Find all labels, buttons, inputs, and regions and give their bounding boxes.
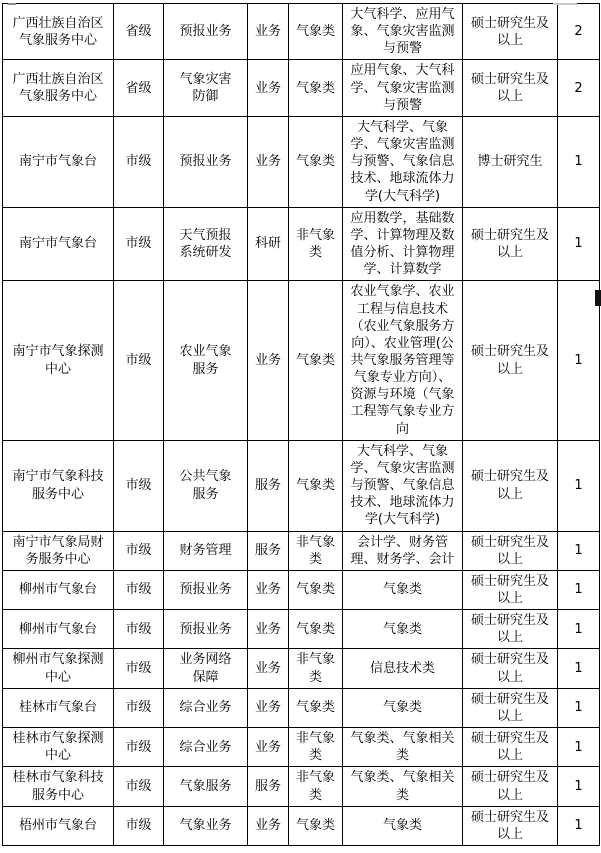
crop-artifact-top-right bbox=[553, 3, 577, 5]
cell-majors: 气象类 bbox=[343, 570, 463, 609]
cell-type: 服务 bbox=[248, 531, 289, 570]
cell-majors: 应用数学，基础数学、计算物理及数值分析、计算物理学、计算数学 bbox=[343, 207, 463, 281]
cell-count: 1 bbox=[558, 116, 600, 207]
cell-level: 市级 bbox=[114, 610, 164, 649]
cell-type: 业务 bbox=[248, 570, 289, 609]
cell-position: 业务网络保障 bbox=[164, 649, 248, 688]
cell-majors: 气象类、气象相关类 bbox=[343, 728, 463, 767]
table-row bbox=[3, 4, 600, 60]
cell-position: 气象业务 bbox=[164, 806, 248, 845]
cell-education: 硕士研究生及以上 bbox=[463, 728, 558, 767]
cell-level: 市级 bbox=[114, 767, 164, 806]
cell-count: 2 bbox=[558, 4, 600, 60]
cell-unit: 桂林市气象科技服务中心 bbox=[3, 767, 114, 806]
cell-majors: 会计学、财务管理、财务学、会计 bbox=[343, 531, 463, 570]
cell-category: 非气象类 bbox=[289, 531, 343, 570]
cell-count: 2 bbox=[558, 60, 600, 116]
cell-level: 市级 bbox=[114, 281, 164, 440]
cell-category: 非气象类 bbox=[289, 649, 343, 688]
cell-category: 气象类 bbox=[289, 610, 343, 649]
cell-unit: 柳州市气象台 bbox=[3, 610, 114, 649]
cell-level: 市级 bbox=[114, 116, 164, 207]
cell-type: 服务 bbox=[248, 767, 289, 806]
cell-education: 硕士研究生及以上 bbox=[463, 531, 558, 570]
cell-position: 综合业务 bbox=[164, 688, 248, 727]
cell-position: 预报业务 bbox=[164, 570, 248, 609]
cell-count: 1 bbox=[558, 570, 600, 609]
cell-level: 市级 bbox=[114, 728, 164, 767]
cell-type: 服务 bbox=[248, 440, 289, 531]
cell-majors: 气象类 bbox=[343, 688, 463, 727]
cell-level: 市级 bbox=[114, 440, 164, 531]
cell-education: 硕士研究生及以上 bbox=[463, 60, 558, 116]
table-row bbox=[3, 649, 600, 688]
cell-level: 市级 bbox=[114, 649, 164, 688]
cell-category: 气象类 bbox=[289, 806, 343, 845]
cell-education: 硕士研究生及以上 bbox=[463, 440, 558, 531]
cell-unit: 广西壮族自治区气象服务中心 bbox=[3, 60, 114, 116]
cell-level: 省级 bbox=[114, 60, 164, 116]
cell-unit: 南宁市气象台 bbox=[3, 116, 114, 207]
cell-education: 硕士研究生及以上 bbox=[463, 767, 558, 806]
cell-position: 气象灾害防御 bbox=[164, 60, 248, 116]
cell-level: 省级 bbox=[114, 4, 164, 60]
cell-category: 非气象类 bbox=[289, 767, 343, 806]
cell-type: 业务 bbox=[248, 281, 289, 440]
cell-type: 业务 bbox=[248, 60, 289, 116]
cell-level: 市级 bbox=[114, 531, 164, 570]
cell-category: 气象类 bbox=[289, 4, 343, 60]
cell-education: 硕士研究生及以上 bbox=[463, 688, 558, 727]
cell-level: 市级 bbox=[114, 688, 164, 727]
cell-type: 业务 bbox=[248, 728, 289, 767]
cell-unit: 桂林市气象探测中心 bbox=[3, 728, 114, 767]
cell-unit: 柳州市气象台 bbox=[3, 570, 114, 609]
cell-position: 预报业务 bbox=[164, 610, 248, 649]
cell-category: 气象类 bbox=[289, 281, 343, 440]
table-row bbox=[3, 767, 600, 806]
cell-education: 硕士研究生及以上 bbox=[463, 570, 558, 609]
cell-position: 综合业务 bbox=[164, 728, 248, 767]
cell-majors: 大气科学、气象学、气象灾害监测与预警、气象信息技术、地球流体力学(大气科学) bbox=[343, 116, 463, 207]
table-body bbox=[3, 4, 600, 846]
cell-type: 业务 bbox=[248, 806, 289, 845]
cell-unit: 南宁市气象局财务服务中心 bbox=[3, 531, 114, 570]
cell-majors: 气象类 bbox=[343, 610, 463, 649]
cell-majors: 大气科学、应用气象、气象灾害监测与预警 bbox=[343, 4, 463, 60]
table-row bbox=[3, 688, 600, 727]
table-row bbox=[3, 570, 600, 609]
cell-category: 气象类 bbox=[289, 570, 343, 609]
table-row bbox=[3, 207, 600, 281]
cell-count: 1 bbox=[558, 440, 600, 531]
cell-unit: 桂林市气象台 bbox=[3, 688, 114, 727]
cell-count: 1 bbox=[558, 767, 600, 806]
cell-majors: 气象类 bbox=[343, 806, 463, 845]
crop-artifact-right-edge bbox=[595, 290, 601, 306]
cell-education: 硕士研究生及以上 bbox=[463, 281, 558, 440]
table-row bbox=[3, 60, 600, 116]
cell-education: 硕士研究生及以上 bbox=[463, 649, 558, 688]
table-row bbox=[3, 728, 600, 767]
crop-artifact-top-left bbox=[8, 3, 16, 5]
cell-type: 科研 bbox=[248, 207, 289, 281]
cell-count: 1 bbox=[558, 281, 600, 440]
cell-unit: 梧州市气象台 bbox=[3, 806, 114, 845]
cell-majors: 农业气象学、农业工程与信息技术（农业气象服务方向）、农业管理(公共气象服务管理等气象专业方向）、资源与环境（气象工程等气象专业方向 bbox=[343, 281, 463, 440]
cell-position: 预报业务 bbox=[164, 4, 248, 60]
cell-category: 气象类 bbox=[289, 688, 343, 727]
cell-education: 博士研究生 bbox=[463, 116, 558, 207]
cell-type: 业务 bbox=[248, 4, 289, 60]
cell-level: 市级 bbox=[114, 570, 164, 609]
table-row bbox=[3, 610, 600, 649]
cell-category: 气象类 bbox=[289, 60, 343, 116]
cell-majors: 大气科学、气象学、气象灾害监测与预警、气象信息技术、地球流体力学(大气科学) bbox=[343, 440, 463, 531]
cell-majors: 信息技术类 bbox=[343, 649, 463, 688]
cell-type: 业务 bbox=[248, 610, 289, 649]
table-row bbox=[3, 440, 600, 531]
cell-education: 硕士研究生及以上 bbox=[463, 806, 558, 845]
table-row bbox=[3, 116, 600, 207]
cell-count: 1 bbox=[558, 806, 600, 845]
cell-type: 业务 bbox=[248, 116, 289, 207]
cell-unit: 南宁市气象台 bbox=[3, 207, 114, 281]
cell-level: 市级 bbox=[114, 207, 164, 281]
cell-level: 市级 bbox=[114, 806, 164, 845]
cell-majors: 应用气象、大气科学、气象灾害监测与预警 bbox=[343, 60, 463, 116]
cell-unit: 南宁市气象探测中心 bbox=[3, 281, 114, 440]
cell-category: 气象类 bbox=[289, 116, 343, 207]
cell-count: 1 bbox=[558, 649, 600, 688]
cell-category: 非气象类 bbox=[289, 207, 343, 281]
cell-position: 天气预报系统研发 bbox=[164, 207, 248, 281]
cell-position: 预报业务 bbox=[164, 116, 248, 207]
cell-position: 农业气象服务 bbox=[164, 281, 248, 440]
cell-position: 气象服务 bbox=[164, 767, 248, 806]
cell-position: 财务管理 bbox=[164, 531, 248, 570]
cell-category: 气象类 bbox=[289, 440, 343, 531]
cell-count: 1 bbox=[558, 688, 600, 727]
cell-unit: 广西壮族自治区气象服务中心 bbox=[3, 4, 114, 60]
table-row bbox=[3, 806, 600, 845]
table-row bbox=[3, 531, 600, 570]
cell-count: 1 bbox=[558, 531, 600, 570]
cell-education: 硕士研究生及以上 bbox=[463, 4, 558, 60]
cell-majors: 气象类、气象相关类 bbox=[343, 767, 463, 806]
cell-type: 业务 bbox=[248, 688, 289, 727]
cell-count: 1 bbox=[558, 610, 600, 649]
cell-type: 业务 bbox=[248, 649, 289, 688]
cell-education: 硕士研究生及以上 bbox=[463, 610, 558, 649]
cell-unit: 南宁市气象科技服务中心 bbox=[3, 440, 114, 531]
cell-education: 硕士研究生及以上 bbox=[463, 207, 558, 281]
table-row bbox=[3, 281, 600, 440]
cell-position: 公共气象服务 bbox=[164, 440, 248, 531]
cell-count: 1 bbox=[558, 728, 600, 767]
cell-unit: 柳州市气象探测中心 bbox=[3, 649, 114, 688]
cell-category: 非气象类 bbox=[289, 728, 343, 767]
recruitment-table bbox=[2, 3, 600, 846]
cell-count: 1 bbox=[558, 207, 600, 281]
